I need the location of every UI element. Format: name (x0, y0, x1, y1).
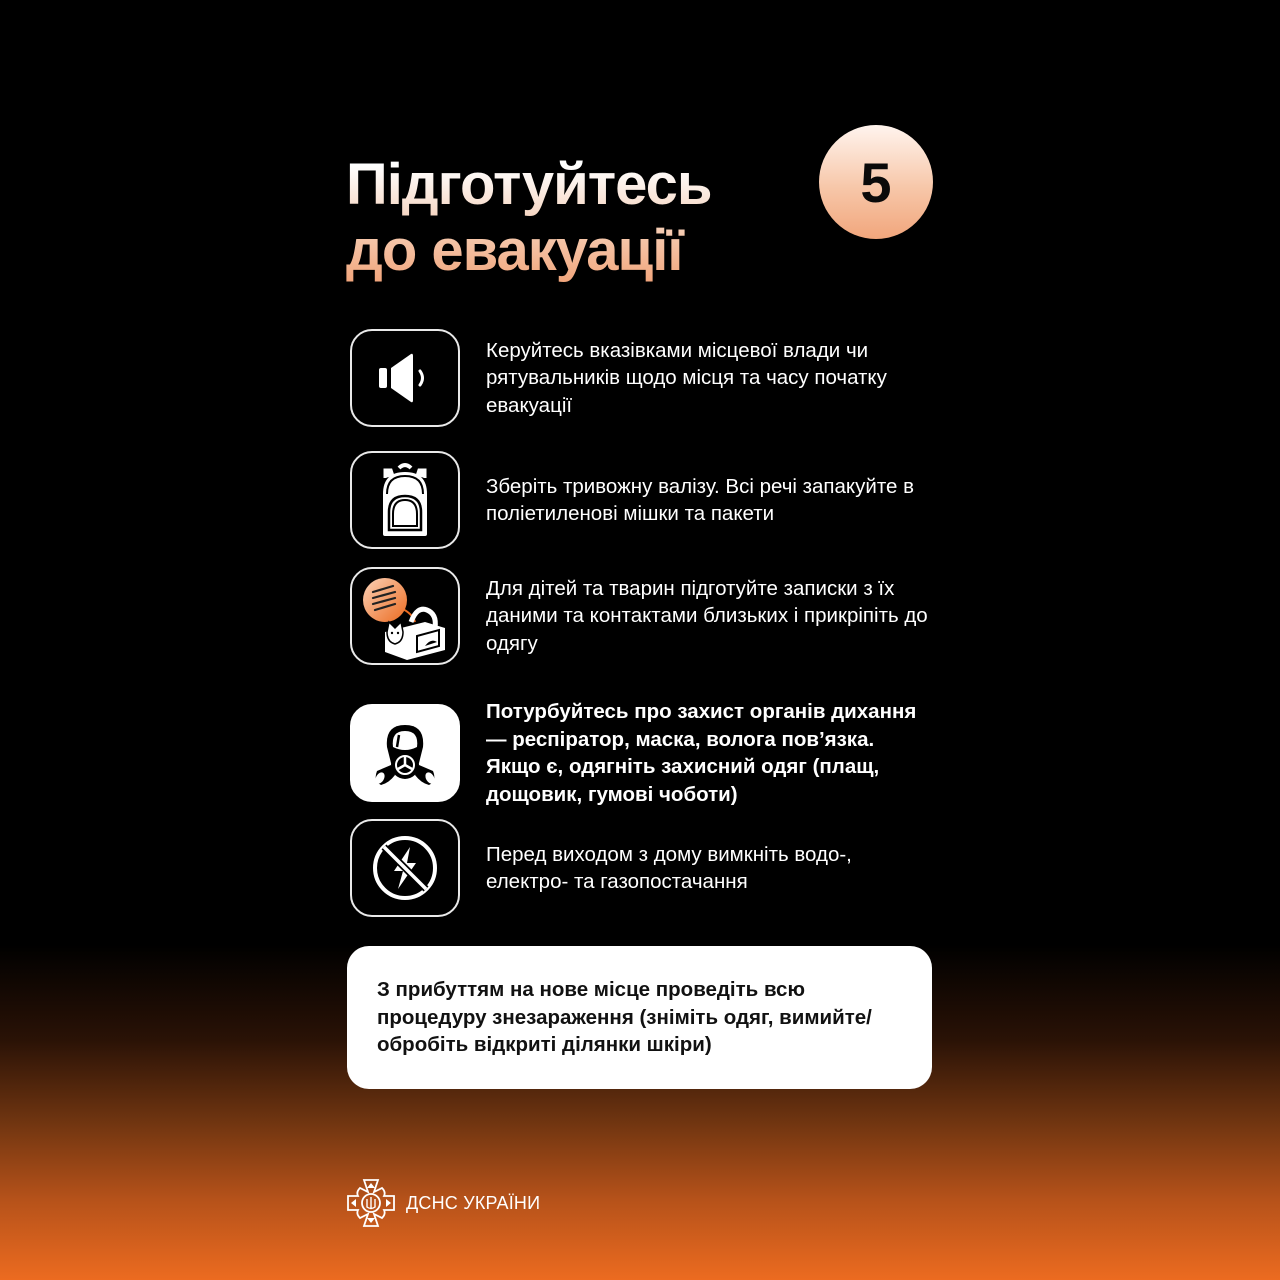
backpack-icon (350, 451, 460, 549)
decontamination-note (347, 946, 932, 1089)
item-text: Керуйтесь вказівками місцевої влади чи рятувальників щодо місця та часу початку евакуації (486, 338, 887, 417)
list-item (350, 451, 930, 549)
page-title (346, 152, 712, 284)
note-text: З прибуттям на нове місце проведіть всю процедуру знезараження (зніміть одяг, вимийте/обробіть відкриті ділянки шкіри) (377, 978, 872, 1056)
list-item (350, 819, 930, 917)
item-text: Перед виходом з дому вимкніть водо-, електро- та газопостачання (486, 842, 852, 893)
list-item (350, 698, 930, 808)
list-item (350, 329, 930, 427)
item-text: Потурбуйтесь про захист органів дихання — респіратор, маска, волога пов’язка. Якщо є, одягніть захисний одяг (плащ, дощовик, гумові чоботи) (486, 700, 917, 806)
no-electricity-icon (350, 819, 460, 917)
item-text: Для дітей та тварин підготуйте записки з їх даними та контактами близьких і прикріпіть до одягу (486, 576, 928, 655)
pet-carrier-tag-icon (350, 567, 460, 665)
item-text: Зберіть тривожну валізу. Всі речі запакуйте в поліетиленові мішки та пакети (486, 474, 914, 525)
speaker-icon (350, 329, 460, 427)
dsns-logo (346, 1178, 540, 1228)
gas-mask-icon (350, 704, 460, 802)
title-line-1: Підготуйтесь (346, 152, 712, 217)
dsns-emblem-icon (346, 1178, 396, 1228)
logo-text: ДСНС УКРАЇНИ (406, 1192, 541, 1213)
step-number-badge: 5 (819, 125, 933, 239)
list-item (350, 567, 930, 665)
title-line-2: до евакуації (346, 218, 712, 284)
